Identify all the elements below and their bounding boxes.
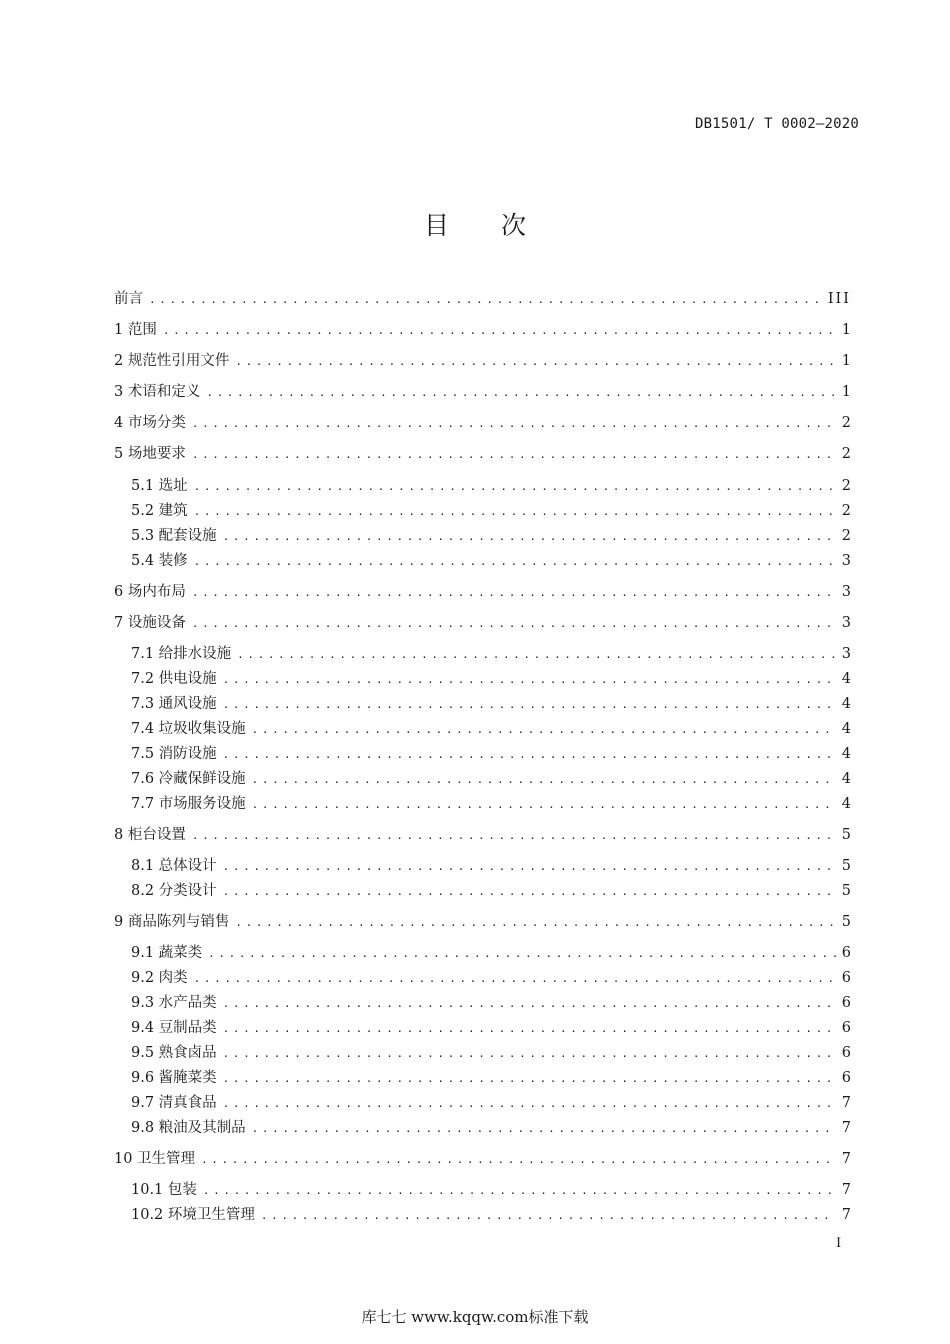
toc-entry[interactable]: [131, 501, 851, 521]
toc-entry-label: 2 规范性引用文件: [114, 353, 230, 369]
dot-leader: [235, 913, 835, 933]
toc-entry[interactable]: [131, 669, 851, 689]
toc-entry-label: 7.2 供电设施: [131, 671, 217, 687]
toc-entry[interactable]: [131, 968, 851, 988]
toc-entry-label: 5.1 选址: [131, 478, 188, 494]
toc-entry-page: 6: [841, 1045, 851, 1061]
toc-entry-page: 2: [841, 528, 851, 544]
toc-entry-page: 6: [841, 945, 851, 961]
toc-entry[interactable]: [131, 744, 851, 764]
toc-entry-page: 5: [841, 883, 851, 899]
toc-entry-label: 9.6 酱腌菜类: [131, 1070, 217, 1086]
dot-leader: [252, 770, 836, 790]
toc-entry[interactable]: [131, 694, 851, 714]
toc-entry-label: 4 市场分类: [114, 415, 186, 431]
toc-entry-page: 5: [841, 914, 851, 930]
toc-entry-label: 1 范围: [114, 322, 157, 338]
toc-entry-label: 9.2 肉类: [131, 970, 188, 986]
dot-leader: [223, 527, 836, 547]
toc-entry-page: 1: [841, 384, 851, 400]
toc-entry-page: 3: [841, 553, 851, 569]
toc-entry-page: 3: [841, 584, 851, 600]
dot-leader: [206, 383, 835, 403]
toc-entry[interactable]: [131, 943, 851, 963]
toc-entry-page: 4: [841, 671, 851, 687]
toc-entry-page: 3: [841, 615, 851, 631]
toc-entry[interactable]: [131, 794, 851, 814]
toc-entry[interactable]: [131, 881, 851, 901]
toc-entry[interactable]: [114, 444, 851, 464]
toc-entry-label: 7.5 消防设施: [131, 746, 217, 762]
dot-leader: [201, 1150, 836, 1170]
toc-entry-label: 7.4 垃圾收集设施: [131, 721, 246, 737]
toc-entry[interactable]: [114, 320, 851, 340]
toc-entry[interactable]: [131, 1205, 851, 1225]
dot-leader: [192, 614, 836, 634]
toc-entry-label: 10.2 环境卫生管理: [131, 1207, 255, 1223]
toc-entry-label: 9.8 粮油及其制品: [131, 1120, 246, 1136]
toc-entry-page: 6: [841, 1020, 851, 1036]
document-code: DB1501/ T 0002—2020: [695, 116, 859, 132]
toc-entry-page: 7: [841, 1207, 851, 1223]
dot-leader: [192, 826, 836, 846]
toc-entry-page: 4: [841, 746, 851, 762]
toc-entry-label: 9.7 清真食品: [131, 1095, 217, 1111]
toc-entry-label: 5 场地要求: [114, 446, 186, 462]
toc-entry-page: 6: [841, 970, 851, 986]
toc-entry-label: 10 卫生管理: [114, 1151, 196, 1167]
dot-leader: [223, 857, 836, 877]
toc-entry[interactable]: [131, 476, 851, 496]
toc-entry-page: 7: [841, 1120, 851, 1136]
toc-entry-page: 3: [841, 646, 851, 662]
dot-leader: [194, 502, 836, 522]
toc-entry[interactable]: [131, 1018, 851, 1038]
toc-entry-page: 2: [841, 446, 851, 462]
toc-entry[interactable]: [131, 644, 851, 664]
dot-leader: [192, 445, 836, 465]
dot-leader: [223, 670, 836, 690]
toc-entry[interactable]: [114, 289, 851, 309]
toc-entry[interactable]: [131, 1043, 851, 1063]
toc-entry-label: 7.3 通风设施: [131, 696, 217, 712]
toc-entry-page: 4: [841, 771, 851, 787]
toc-entry-page: 7: [841, 1095, 851, 1111]
toc-entry-label: 8 柜台设置: [114, 827, 186, 843]
dot-leader: [223, 1094, 836, 1114]
dot-leader: [149, 290, 822, 310]
toc-entry[interactable]: [131, 1093, 851, 1113]
dot-leader: [252, 720, 836, 740]
dot-leader: [223, 994, 836, 1014]
toc-entry[interactable]: [114, 382, 851, 402]
toc-entry-label: 8.2 分类设计: [131, 883, 217, 899]
dot-leader: [223, 695, 836, 715]
dot-leader: [192, 583, 836, 603]
toc-entry-label: 10.1 包装: [131, 1182, 197, 1198]
toc-entry-label: 5.3 配套设施: [131, 528, 217, 544]
toc-entry-label: 9 商品陈列与销售: [114, 914, 230, 930]
dot-leader: [194, 552, 836, 572]
toc-entry-label: 7.1 给排水设施: [131, 646, 232, 662]
toc-entry-label: 7 设施设备: [114, 615, 186, 631]
dot-leader: [203, 1181, 836, 1201]
toc-entry-label: 9.4 豆制品类: [131, 1020, 217, 1036]
toc-entry[interactable]: [131, 1180, 851, 1200]
toc-entry[interactable]: [114, 825, 851, 845]
toc-entry-label: 5.2 建筑: [131, 503, 188, 519]
dot-leader: [192, 414, 836, 434]
toc-entry[interactable]: [131, 1118, 851, 1138]
toc-entry-page: 2: [841, 503, 851, 519]
page-number: I: [836, 1236, 842, 1251]
dot-leader: [223, 745, 836, 765]
toc-entry-page: 4: [841, 796, 851, 812]
toc-entry-page: 6: [841, 995, 851, 1011]
dot-leader: [163, 321, 836, 341]
toc-entry-label: 6 场内布局: [114, 584, 186, 600]
toc-entry-page: 7: [841, 1151, 851, 1167]
toc-entry-page: 5: [841, 827, 851, 843]
footer-watermark-text: 库七七 www.kqqw.com标准下载: [361, 1308, 589, 1326]
dot-leader: [261, 1206, 836, 1226]
toc-entry[interactable]: [131, 1068, 851, 1088]
toc-entry-label: 前言: [114, 291, 143, 307]
toc-entry-label: 8.1 总体设计: [131, 858, 217, 874]
toc-entry-page: III: [827, 291, 851, 307]
toc-entry-label: 3 术语和定义: [114, 384, 201, 400]
toc-entry[interactable]: [114, 912, 851, 932]
toc-entry[interactable]: [131, 526, 851, 546]
toc-entry-label: 7.7 市场服务设施: [131, 796, 246, 812]
toc-entry-page: 7: [841, 1182, 851, 1198]
toc-entry-page: 2: [841, 478, 851, 494]
dot-leader: [223, 1069, 836, 1089]
toc-entry-page: 4: [841, 696, 851, 712]
toc-entry-label: 9.1 蔬菜类: [131, 945, 203, 961]
toc-entry[interactable]: [114, 613, 851, 633]
dot-leader: [237, 645, 836, 665]
toc-entry[interactable]: [131, 769, 851, 789]
toc-entry-page: 4: [841, 721, 851, 737]
toc-entry[interactable]: [114, 351, 851, 371]
toc-entry[interactable]: [131, 551, 851, 571]
toc-entry[interactable]: [131, 856, 851, 876]
dot-leader: [235, 352, 835, 372]
toc-entry-label: 9.5 熟食卤品: [131, 1045, 217, 1061]
dot-leader: [194, 477, 836, 497]
toc-entry[interactable]: [131, 993, 851, 1013]
dot-leader: [252, 1119, 836, 1139]
toc-entry[interactable]: [131, 719, 851, 739]
dot-leader: [223, 882, 836, 902]
toc-entry-page: 2: [841, 415, 851, 431]
dot-leader: [252, 795, 836, 815]
dot-leader: [223, 1019, 836, 1039]
toc-entry[interactable]: [114, 413, 851, 433]
page-title: 目 次: [424, 211, 548, 240]
dot-leader: [194, 969, 836, 989]
toc-entry-label: 9.3 水产品类: [131, 995, 217, 1011]
toc-entry-page: 1: [841, 322, 851, 338]
toc-entry-label: 5.4 装修: [131, 553, 188, 569]
toc-entry[interactable]: [114, 1149, 851, 1169]
toc-entry[interactable]: [114, 582, 851, 602]
toc-entry-label: 7.6 冷藏保鲜设施: [131, 771, 246, 787]
dot-leader: [208, 944, 836, 964]
dot-leader: [223, 1044, 836, 1064]
toc-entry-page: 6: [841, 1070, 851, 1086]
toc-entry-page: 5: [841, 858, 851, 874]
toc-entry-page: 1: [841, 353, 851, 369]
